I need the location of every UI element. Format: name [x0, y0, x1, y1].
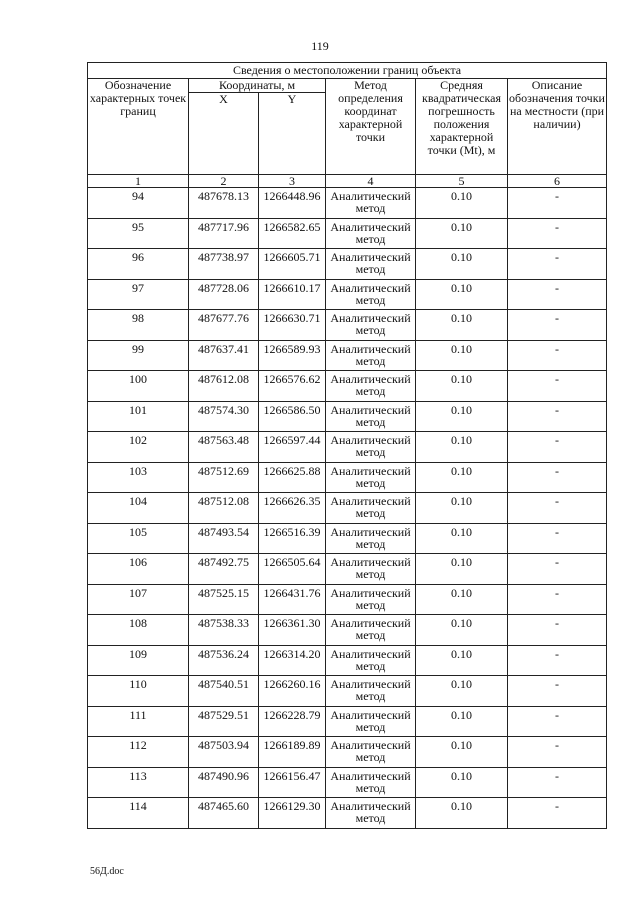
method-cell: Аналитический метод — [326, 645, 416, 676]
description-cell: - — [508, 279, 607, 310]
x-coordinate-cell: 487677.76 — [189, 310, 259, 341]
file-name-footer: 56Д.doc — [90, 866, 124, 877]
description-cell: - — [508, 493, 607, 524]
accuracy-cell: 0.10 — [416, 706, 508, 737]
point-cell: 98 — [88, 310, 189, 341]
description-cell: - — [508, 188, 607, 219]
y-coordinate-cell: 1266589.93 — [259, 340, 326, 371]
y-coordinate-cell: 1266630.71 — [259, 310, 326, 341]
accuracy-cell: 0.10 — [416, 737, 508, 768]
method-cell: Аналитический метод — [326, 493, 416, 524]
method-cell: Аналитический метод — [326, 218, 416, 249]
accuracy-cell: 0.10 — [416, 310, 508, 341]
description-cell: - — [508, 310, 607, 341]
table-body — [88, 188, 607, 829]
point-cell: 114 — [88, 798, 189, 829]
method-cell: Аналитический метод — [326, 798, 416, 829]
table-row — [88, 371, 607, 402]
y-coordinate-cell: 1266431.76 — [259, 584, 326, 615]
accuracy-cell: 0.10 — [416, 676, 508, 707]
y-coordinate-cell: 1266228.79 — [259, 706, 326, 737]
method-cell: Аналитический метод — [326, 554, 416, 585]
y-coordinate-cell: 1266156.47 — [259, 767, 326, 798]
description-cell: - — [508, 462, 607, 493]
table-row — [88, 218, 607, 249]
description-cell: - — [508, 432, 607, 463]
table-row — [88, 188, 607, 219]
header-accuracy: Средняя квадратическая погрешность положения характерной точки (Mt), м — [416, 79, 508, 175]
point-cell: 106 — [88, 554, 189, 585]
description-cell: - — [508, 249, 607, 280]
x-coordinate-cell: 487678.13 — [189, 188, 259, 219]
table-row — [88, 310, 607, 341]
accuracy-cell: 0.10 — [416, 493, 508, 524]
boundary-points-table — [87, 62, 607, 829]
table-row — [88, 676, 607, 707]
y-coordinate-cell: 1266605.71 — [259, 249, 326, 280]
point-cell: 107 — [88, 584, 189, 615]
table-row — [88, 493, 607, 524]
x-coordinate-cell: 487540.51 — [189, 676, 259, 707]
point-cell: 95 — [88, 218, 189, 249]
method-cell: Аналитический метод — [326, 401, 416, 432]
table-caption: Сведения о местоположении границ объекта — [88, 63, 607, 79]
method-cell: Аналитический метод — [326, 371, 416, 402]
table-row — [88, 401, 607, 432]
point-cell: 112 — [88, 737, 189, 768]
y-coordinate-cell: 1266626.35 — [259, 493, 326, 524]
accuracy-cell: 0.10 — [416, 584, 508, 615]
point-cell: 99 — [88, 340, 189, 371]
accuracy-cell: 0.10 — [416, 615, 508, 646]
table-row — [88, 279, 607, 310]
method-cell: Аналитический метод — [326, 676, 416, 707]
x-coordinate-cell: 487493.54 — [189, 523, 259, 554]
description-cell: - — [508, 340, 607, 371]
method-cell: Аналитический метод — [326, 249, 416, 280]
accuracy-cell: 0.10 — [416, 188, 508, 219]
point-cell: 111 — [88, 706, 189, 737]
table-row — [88, 249, 607, 280]
column-number-3: 3 — [259, 175, 326, 188]
point-cell: 97 — [88, 279, 189, 310]
method-cell: Аналитический метод — [326, 706, 416, 737]
y-coordinate-cell: 1266576.62 — [259, 371, 326, 402]
method-cell: Аналитический метод — [326, 188, 416, 219]
y-coordinate-cell: 1266625.88 — [259, 462, 326, 493]
column-number-2: 2 — [189, 175, 259, 188]
table-row — [88, 798, 607, 829]
column-number-1: 1 — [88, 175, 189, 188]
x-coordinate-cell: 487738.97 — [189, 249, 259, 280]
method-cell: Аналитический метод — [326, 584, 416, 615]
description-cell: - — [508, 706, 607, 737]
point-cell: 105 — [88, 523, 189, 554]
description-cell: - — [508, 645, 607, 676]
x-coordinate-cell: 487538.33 — [189, 615, 259, 646]
table-row — [88, 340, 607, 371]
column-number-4: 4 — [326, 175, 416, 188]
point-cell: 104 — [88, 493, 189, 524]
y-coordinate-cell: 1266610.17 — [259, 279, 326, 310]
description-cell: - — [508, 371, 607, 402]
table-row — [88, 767, 607, 798]
header-point-designation: Обозначение характерных точек границ — [88, 79, 189, 175]
x-coordinate-cell: 487503.94 — [189, 737, 259, 768]
point-cell: 96 — [88, 249, 189, 280]
point-cell: 103 — [88, 462, 189, 493]
description-cell: - — [508, 584, 607, 615]
method-cell: Аналитический метод — [326, 523, 416, 554]
accuracy-cell: 0.10 — [416, 798, 508, 829]
accuracy-cell: 0.10 — [416, 462, 508, 493]
point-cell: 113 — [88, 767, 189, 798]
accuracy-cell: 0.10 — [416, 340, 508, 371]
table-row — [88, 615, 607, 646]
point-cell: 102 — [88, 432, 189, 463]
x-coordinate-cell: 487512.08 — [189, 493, 259, 524]
y-coordinate-cell: 1266129.30 — [259, 798, 326, 829]
accuracy-cell: 0.10 — [416, 218, 508, 249]
table-row — [88, 737, 607, 768]
header-y: Y — [259, 93, 326, 175]
description-cell: - — [508, 676, 607, 707]
description-cell: - — [508, 218, 607, 249]
method-cell: Аналитический метод — [326, 279, 416, 310]
header-coordinates: Координаты, м — [189, 79, 326, 93]
x-coordinate-cell: 487525.15 — [189, 584, 259, 615]
y-coordinate-cell: 1266448.96 — [259, 188, 326, 219]
x-coordinate-cell: 487728.06 — [189, 279, 259, 310]
x-coordinate-cell: 487563.48 — [189, 432, 259, 463]
point-cell: 109 — [88, 645, 189, 676]
table-row — [88, 462, 607, 493]
x-coordinate-cell: 487529.51 — [189, 706, 259, 737]
x-coordinate-cell: 487612.08 — [189, 371, 259, 402]
y-coordinate-cell: 1266314.20 — [259, 645, 326, 676]
table-row — [88, 645, 607, 676]
y-coordinate-cell: 1266361.30 — [259, 615, 326, 646]
y-coordinate-cell: 1266516.39 — [259, 523, 326, 554]
accuracy-cell: 0.10 — [416, 371, 508, 402]
accuracy-cell: 0.10 — [416, 767, 508, 798]
y-coordinate-cell: 1266189.89 — [259, 737, 326, 768]
method-cell: Аналитический метод — [326, 340, 416, 371]
accuracy-cell: 0.10 — [416, 554, 508, 585]
column-number-5: 5 — [416, 175, 508, 188]
table-row — [88, 706, 607, 737]
column-number-6: 6 — [508, 175, 607, 188]
x-coordinate-cell: 487512.69 — [189, 462, 259, 493]
method-cell: Аналитический метод — [326, 615, 416, 646]
x-coordinate-cell: 487717.96 — [189, 218, 259, 249]
method-cell: Аналитический метод — [326, 737, 416, 768]
y-coordinate-cell: 1266505.64 — [259, 554, 326, 585]
x-coordinate-cell: 487536.24 — [189, 645, 259, 676]
x-coordinate-cell: 487465.60 — [189, 798, 259, 829]
method-cell: Аналитический метод — [326, 310, 416, 341]
description-cell: - — [508, 737, 607, 768]
x-coordinate-cell: 487574.30 — [189, 401, 259, 432]
description-cell: - — [508, 523, 607, 554]
y-coordinate-cell: 1266260.16 — [259, 676, 326, 707]
accuracy-cell: 0.10 — [416, 249, 508, 280]
x-coordinate-cell: 487490.96 — [189, 767, 259, 798]
y-coordinate-cell: 1266582.65 — [259, 218, 326, 249]
accuracy-cell: 0.10 — [416, 645, 508, 676]
table-row — [88, 584, 607, 615]
accuracy-cell: 0.10 — [416, 279, 508, 310]
accuracy-cell: 0.10 — [416, 523, 508, 554]
method-cell: Аналитический метод — [326, 767, 416, 798]
accuracy-cell: 0.10 — [416, 432, 508, 463]
page-number: 119 — [311, 39, 329, 53]
header-x: X — [189, 93, 259, 175]
point-cell: 110 — [88, 676, 189, 707]
x-coordinate-cell: 487637.41 — [189, 340, 259, 371]
y-coordinate-cell: 1266586.50 — [259, 401, 326, 432]
point-cell: 101 — [88, 401, 189, 432]
y-coordinate-cell: 1266597.44 — [259, 432, 326, 463]
description-cell: - — [508, 767, 607, 798]
description-cell: - — [508, 798, 607, 829]
point-cell: 108 — [88, 615, 189, 646]
description-cell: - — [508, 401, 607, 432]
description-cell: - — [508, 615, 607, 646]
x-coordinate-cell: 487492.75 — [189, 554, 259, 585]
method-cell: Аналитический метод — [326, 432, 416, 463]
boundary-points-table-container — [87, 62, 606, 829]
table-row — [88, 554, 607, 585]
accuracy-cell: 0.10 — [416, 401, 508, 432]
point-cell: 100 — [88, 371, 189, 402]
table-row — [88, 523, 607, 554]
table-row — [88, 432, 607, 463]
header-description: Описание обозначения точки на местности (при наличии) — [508, 79, 607, 175]
description-cell: - — [508, 554, 607, 585]
header-method: Метод определения координат характерной точки — [326, 79, 416, 175]
method-cell: Аналитический метод — [326, 462, 416, 493]
point-cell: 94 — [88, 188, 189, 219]
